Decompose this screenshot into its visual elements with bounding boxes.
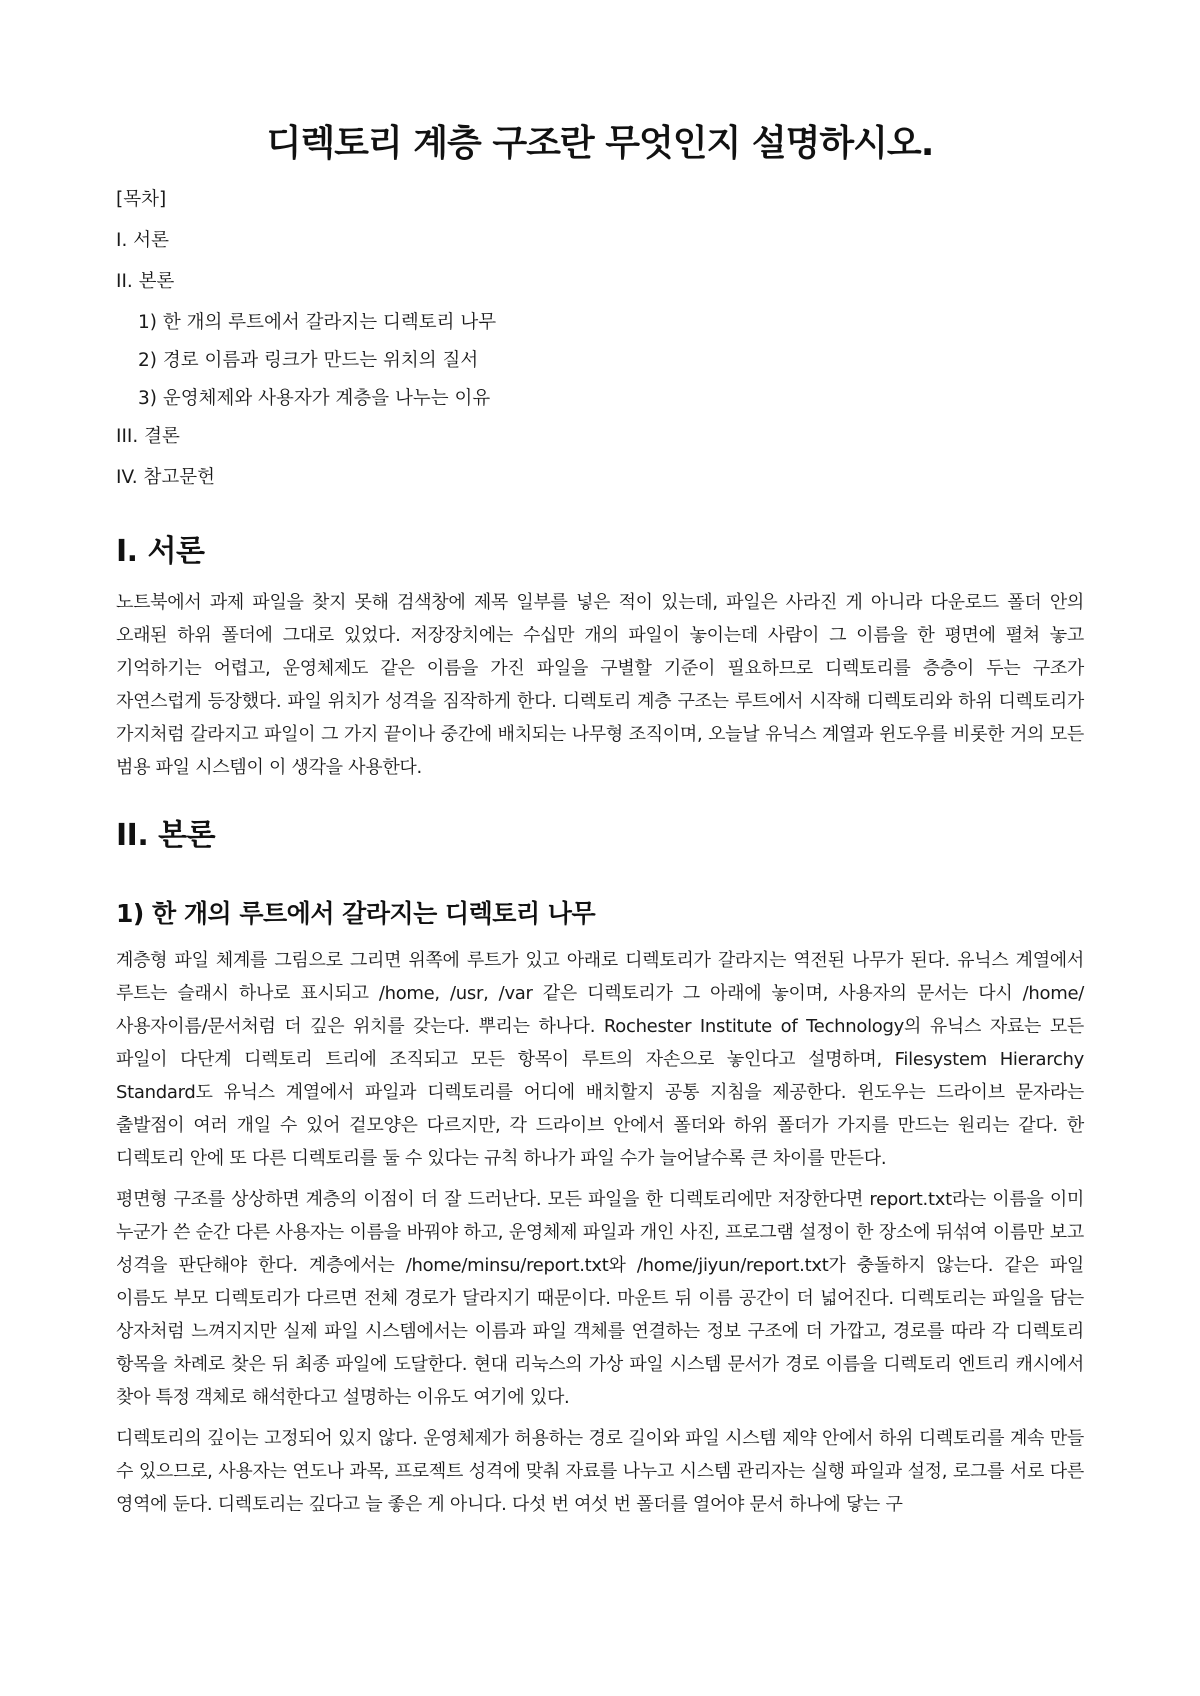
body-paragraph-1: 계층형 파일 체계를 그림으로 그리면 위쪽에 루트가 있고 아래로 디렉토리가 갈라지는 역전된 나무가 된다. 유닉스 계열에서 루트는 슬래시 하나로 표시되고 /home, /usr, /var 같은 디렉토리가 그 아래에 놓이며, 사용자의 문서는 다시 /home/사용자이름/문서처럼 더 깊은 위치를 갖는다. 뿌리는 하나다. Rochester Institute of Technology의 유닉스 자료는 모든 파일이 다단계 디렉토리 트리에 조직되고 모든 항목이 루트의 자손으로 놓인다고 설명하며, Filesystem Hierarchy Standard도 유닉스 계열에서 파일과 디렉토리를 어디에 배치할지 공통 지침을 제공한다. 윈도우는 드라이브 문자라는 출발점이 여러 개일 수 있어 겉모양은 다르지만, 각 드라이브 안에서 폴더와 하위 폴더가 가지를 만드는 원리는 같다. 한 디렉토리 안에 또 다른 디렉토리를 둘 수 있다는 규칙 하나가 파일 수가 늘어날수록 큰 차이를 만든다. (116, 950, 1084, 1169)
section-heading-body: II. 본론 (116, 818, 216, 853)
introduction-paragraph: 노트북에서 과제 파일을 찾지 못해 검색창에 제목 일부를 넣은 적이 있는데, 파일은 사라진 게 아니라 다운로드 폴더 안의 오래된 하위 폴더에 그대로 있었다. 저장장치에는 수십만 개의 파일이 놓이는데 사람이 그 이름을 한 평면에 펼쳐 놓고 기억하기는 어렵고, 운영체제도 같은 이름을 가진 파일을 구별할 기준이 필요하므로 디렉토리를 층층이 두는 구조가 자연스럽게 등장했다. 파일 위치가 성격을 짐작하게 한다. 디렉토리 계층 구조는 루트에서 시작해 디렉토리와 하위 디렉토리가 가지처럼 갈라지고 파일이 그 가지 끝이나 중간에 배치되는 나무형 조직이며, 오늘날 유닉스 계열과 윈도우를 비롯한 거의 모든 범용 파일 시스템이 이 생각을 사용한다. (116, 592, 1084, 778)
subsection-heading-1: 1) 한 개의 루트에서 갈라지는 디렉토리 나무 (116, 899, 596, 928)
body-paragraph-3: 디렉토리의 깊이는 고정되어 있지 않다. 운영체제가 허용하는 경로 길이와 파일 시스템 제약 안에서 하위 디렉토리를 계속 만들 수 있으므로, 사용자는 연도나 과목, 프로젝트 성격에 맞춰 자료를 나누고 시스템 관리자는 실행 파일과 설정, 로그를 서로 다른 영역에 둔다. 디렉토리는 깊다고 늘 좋은 게 아니다. 다섯 번 여섯 번 폴더를 열어야 문서 하나에 닿는 구 (116, 1428, 1084, 1515)
toc-item-body-2: 2) 경로 이름과 링크가 만드는 위치의 질서 (138, 350, 479, 371)
table-of-contents (116, 188, 1084, 490)
toc-item-body: II. 본론 (116, 271, 175, 292)
document-title: 디렉토리 계층 구조란 무엇인지 설명하시오. (266, 123, 934, 164)
section-heading-introduction: I. 서론 (116, 534, 205, 569)
toc-heading: [목차] (116, 189, 167, 210)
toc-item-references: IV. 참고문헌 (116, 467, 215, 488)
toc-item-introduction: I. 서론 (116, 230, 169, 251)
toc-item-body-3: 3) 운영체제와 사용자가 계층을 나누는 이유 (138, 388, 491, 409)
toc-item-conclusion: III. 결론 (116, 426, 180, 447)
body-paragraph-2: 평면형 구조를 상상하면 계층의 이점이 더 잘 드러난다. 모든 파일을 한 디렉토리에만 저장한다면 report.txt라는 이름을 이미 누군가 쓴 순간 다른 사용자는 이름을 바꿔야 하고, 운영체제 파일과 개인 사진, 프로그램 설정이 한 장소에 뒤섞여 이름만 보고 성격을 판단해야 한다. 계층에서는 /home/minsu/report.txt와 /home/jiyun/report.txt가 충돌하지 않는다. 같은 파일 이름도 부모 디렉토리가 다르면 전체 경로가 달라지기 때문이다. 마운트 뒤 이름 공간이 더 넓어진다. 디렉토리는 파일을 담는 상자처럼 느껴지지만 실제 파일 시스템에서는 이름과 파일 객체를 연결하는 정보 구조에 더 가깝고, 경로를 따라 각 디렉토리 항목을 차례로 찾은 뒤 최종 파일에 도달한다. 현대 리눅스의 가상 파일 시스템 문서가 경로 이름을 디렉토리 엔트리 캐시에서 찾아 특정 객체로 해석한다고 설명하는 이유도 여기에 있다. (116, 1189, 1084, 1408)
toc-item-body-1: 1) 한 개의 루트에서 갈라지는 디렉토리 나무 (138, 312, 497, 333)
